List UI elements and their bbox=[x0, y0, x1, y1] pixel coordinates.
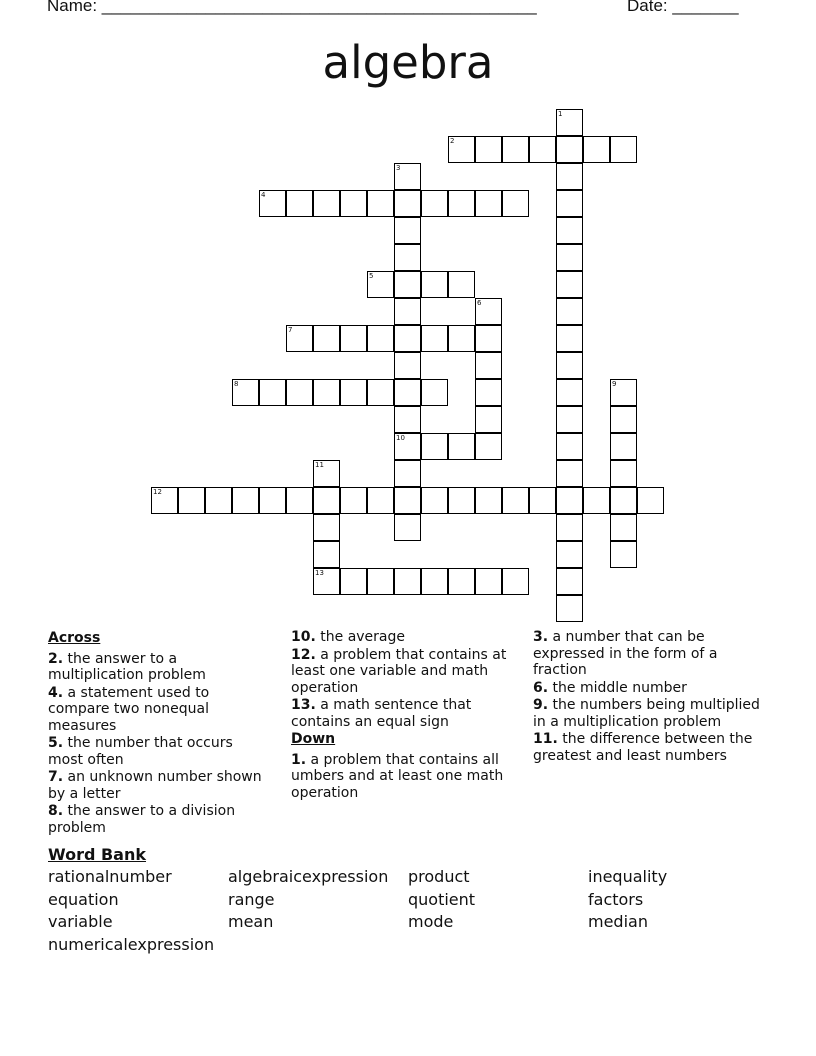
crossword-cell[interactable] bbox=[367, 568, 394, 595]
crossword-cell[interactable] bbox=[556, 433, 583, 460]
clue-down-1: 1. a problem that contains all umbers and at least one math operation bbox=[291, 751, 504, 801]
crossword-cell[interactable] bbox=[286, 190, 313, 217]
crossword-cell[interactable] bbox=[367, 325, 394, 352]
clue-across-4: 4. a statement used to compare two nonequal measures bbox=[48, 684, 210, 734]
crossword-cell[interactable] bbox=[421, 487, 448, 514]
crossword-cell[interactable] bbox=[313, 487, 340, 514]
crossword-cell[interactable] bbox=[475, 406, 502, 433]
cell-number: 7 bbox=[288, 326, 293, 334]
name-field-label: Name: ______________________________________________ bbox=[47, 0, 537, 15]
crossword-cell[interactable] bbox=[313, 514, 340, 541]
crossword-cell[interactable] bbox=[556, 190, 583, 217]
crossword-cell[interactable] bbox=[340, 379, 367, 406]
cell-number: 10 bbox=[396, 434, 405, 442]
crossword-cell[interactable] bbox=[421, 325, 448, 352]
crossword-cell[interactable] bbox=[448, 487, 475, 514]
crossword-cell[interactable] bbox=[394, 406, 421, 433]
crossword-cell[interactable] bbox=[232, 379, 259, 406]
crossword-cell[interactable] bbox=[610, 514, 637, 541]
clue-across-5: 5. the number that occurs most often bbox=[48, 735, 233, 768]
crossword-cell[interactable] bbox=[367, 271, 394, 298]
word-bank-item: quotient bbox=[408, 889, 476, 909]
crossword-cell[interactable] bbox=[475, 298, 502, 325]
word-bank-item: numericalexpression bbox=[48, 934, 215, 954]
across-heading: Across bbox=[48, 630, 101, 646]
crossword-cell[interactable] bbox=[421, 568, 448, 595]
crossword-cell[interactable] bbox=[556, 298, 583, 325]
crossword-cell[interactable] bbox=[556, 217, 583, 244]
cell-number: 9 bbox=[612, 380, 617, 388]
clue-across-8: 8. the answer to a division problem bbox=[48, 803, 236, 836]
crossword-cell[interactable] bbox=[394, 217, 421, 244]
crossword-cell[interactable] bbox=[556, 352, 583, 379]
crossword-cell[interactable] bbox=[313, 379, 340, 406]
crossword-cell[interactable] bbox=[637, 487, 664, 514]
crossword-cell[interactable] bbox=[610, 487, 637, 514]
crossword-cell[interactable] bbox=[286, 379, 313, 406]
crossword-cell[interactable] bbox=[610, 136, 637, 163]
crossword-cell[interactable] bbox=[394, 514, 421, 541]
crossword-cell[interactable] bbox=[394, 325, 421, 352]
cell-number: 12 bbox=[153, 488, 162, 496]
crossword-cell[interactable] bbox=[394, 298, 421, 325]
word-bank-title: Word Bank bbox=[48, 845, 147, 864]
crossword-cell[interactable] bbox=[340, 568, 367, 595]
word-bank-item: variable bbox=[48, 912, 113, 931]
clue-down-9: 9. the numbers being multiplied in a multiplication problem bbox=[533, 697, 760, 730]
clue-across-10: 10. the average bbox=[291, 629, 406, 645]
crossword-cell[interactable] bbox=[394, 487, 421, 514]
crossword-cell[interactable] bbox=[556, 541, 583, 568]
down-heading: Down bbox=[291, 731, 336, 747]
crossword-cell[interactable] bbox=[394, 568, 421, 595]
crossword-cell[interactable] bbox=[610, 460, 637, 487]
crossword-cell[interactable] bbox=[556, 568, 583, 595]
crossword-cell[interactable] bbox=[448, 136, 475, 163]
crossword-cell[interactable] bbox=[556, 595, 583, 622]
clues-column-2 bbox=[291, 629, 523, 802]
crossword-cell[interactable] bbox=[421, 433, 448, 460]
crossword-cell[interactable] bbox=[529, 487, 556, 514]
crossword-cell[interactable] bbox=[259, 379, 286, 406]
crossword-cell[interactable] bbox=[502, 487, 529, 514]
crossword-cell[interactable] bbox=[556, 163, 583, 190]
crossword-cell[interactable] bbox=[556, 244, 583, 271]
crossword-cell[interactable] bbox=[448, 325, 475, 352]
cell-number: 2 bbox=[450, 137, 455, 145]
word-bank-item: mode bbox=[408, 912, 454, 931]
word-bank-item: inequality bbox=[588, 867, 668, 886]
crossword-cell[interactable] bbox=[313, 541, 340, 568]
crossword-cell[interactable] bbox=[313, 325, 340, 352]
crossword-cell[interactable] bbox=[340, 487, 367, 514]
crossword-cell[interactable] bbox=[556, 325, 583, 352]
clue-down-6: 6. the middle number bbox=[533, 679, 687, 696]
crossword-cell[interactable] bbox=[556, 271, 583, 298]
clue-down-11: 11. the difference between the greatest and least numbers bbox=[533, 731, 753, 764]
crossword-cell[interactable] bbox=[529, 136, 556, 163]
crossword-cell[interactable] bbox=[421, 190, 448, 217]
crossword-cell[interactable] bbox=[394, 352, 421, 379]
crossword-cell[interactable] bbox=[313, 190, 340, 217]
cell-number: 3 bbox=[396, 164, 401, 172]
cell-number: 1 bbox=[558, 110, 563, 118]
crossword-cell[interactable] bbox=[367, 487, 394, 514]
cell-number: 4 bbox=[261, 191, 266, 199]
word-bank-list bbox=[48, 868, 768, 954]
crossword-cell[interactable] bbox=[610, 541, 637, 568]
crossword-cell[interactable] bbox=[340, 190, 367, 217]
crossword-cell[interactable] bbox=[610, 406, 637, 433]
crossword-cell[interactable] bbox=[556, 406, 583, 433]
crossword-cell[interactable] bbox=[367, 379, 394, 406]
crossword-cell[interactable] bbox=[502, 136, 529, 163]
crossword-cell[interactable] bbox=[313, 568, 340, 595]
clue-across-2: 2. the answer to a multiplication problem bbox=[48, 650, 206, 683]
crossword-cell[interactable] bbox=[556, 379, 583, 406]
crossword-cell[interactable] bbox=[394, 163, 421, 190]
crossword-cell[interactable] bbox=[475, 568, 502, 595]
crossword-cell[interactable] bbox=[232, 487, 259, 514]
clue-across-13: 13. a math sentence that contains an equal sign bbox=[291, 697, 472, 730]
word-bank-item: product bbox=[408, 867, 470, 886]
word-bank-item: rationalnumber bbox=[48, 867, 172, 886]
crossword-cell[interactable] bbox=[583, 487, 610, 514]
crossword-cell[interactable] bbox=[556, 109, 583, 136]
crossword-cell[interactable] bbox=[475, 487, 502, 514]
crossword-cell[interactable] bbox=[340, 325, 367, 352]
crossword-cell[interactable] bbox=[367, 190, 394, 217]
crossword-cell[interactable] bbox=[475, 352, 502, 379]
crossword-cell[interactable] bbox=[556, 136, 583, 163]
word-bank-item: mean bbox=[228, 912, 274, 931]
word-bank-item: range bbox=[228, 889, 275, 909]
crossword-cell[interactable] bbox=[421, 271, 448, 298]
word-bank-item: median bbox=[588, 912, 648, 931]
crossword-cell[interactable] bbox=[475, 325, 502, 352]
crossword-cell[interactable] bbox=[475, 379, 502, 406]
cell-number: 11 bbox=[315, 461, 324, 469]
crossword-cell[interactable] bbox=[313, 460, 340, 487]
crossword-cell[interactable] bbox=[259, 487, 286, 514]
page-title: algebra bbox=[322, 36, 494, 89]
crossword-cell[interactable] bbox=[205, 487, 232, 514]
cell-number: 8 bbox=[234, 380, 239, 388]
cell-number: 13 bbox=[315, 569, 324, 577]
crossword-cell[interactable] bbox=[286, 325, 313, 352]
crossword-cell[interactable] bbox=[448, 190, 475, 217]
clues-column-1 bbox=[48, 629, 268, 837]
crossword-cell[interactable] bbox=[421, 379, 448, 406]
crossword-cell[interactable] bbox=[448, 568, 475, 595]
crossword-cell[interactable] bbox=[394, 271, 421, 298]
crossword-cell[interactable] bbox=[259, 190, 286, 217]
clue-across-7: 7. an unknown number shown by a letter bbox=[48, 769, 262, 802]
crossword-cell[interactable] bbox=[475, 190, 502, 217]
crossword-cell[interactable] bbox=[394, 433, 421, 460]
cell-number: 6 bbox=[477, 299, 482, 307]
crossword-cell[interactable] bbox=[394, 460, 421, 487]
crossword-cell[interactable] bbox=[502, 568, 529, 595]
cell-number: 5 bbox=[369, 272, 374, 280]
clue-down-3: 3. a number that can be expressed in the form of a fraction bbox=[533, 629, 718, 678]
crossword-cell[interactable] bbox=[286, 487, 313, 514]
crossword-cell[interactable] bbox=[394, 244, 421, 271]
crossword-cell[interactable] bbox=[448, 271, 475, 298]
crossword-cell[interactable] bbox=[448, 433, 475, 460]
crossword-cell[interactable] bbox=[556, 487, 583, 514]
crossword-cell[interactable] bbox=[475, 136, 502, 163]
crossword-cell[interactable] bbox=[583, 136, 610, 163]
crossword-cell[interactable] bbox=[610, 379, 637, 406]
crossword-cell[interactable] bbox=[475, 433, 502, 460]
clue-across-12: 12. a problem that contains at least one variable and math operation bbox=[291, 646, 507, 696]
crossword-cell[interactable] bbox=[556, 460, 583, 487]
crossword-cell[interactable] bbox=[502, 190, 529, 217]
crossword-cell[interactable] bbox=[610, 433, 637, 460]
word-bank-item: algebraicexpression bbox=[228, 867, 389, 886]
crossword-cell[interactable] bbox=[394, 379, 421, 406]
word-bank-item: factors bbox=[588, 889, 644, 909]
crossword-cell[interactable] bbox=[556, 514, 583, 541]
crossword-cell[interactable] bbox=[394, 190, 421, 217]
clues-column-3 bbox=[533, 629, 773, 765]
crossword-cell[interactable] bbox=[178, 487, 205, 514]
crossword-cell[interactable] bbox=[151, 487, 178, 514]
date-field-label: Date: _______ bbox=[627, 0, 739, 15]
word-bank-item: equation bbox=[48, 889, 119, 909]
